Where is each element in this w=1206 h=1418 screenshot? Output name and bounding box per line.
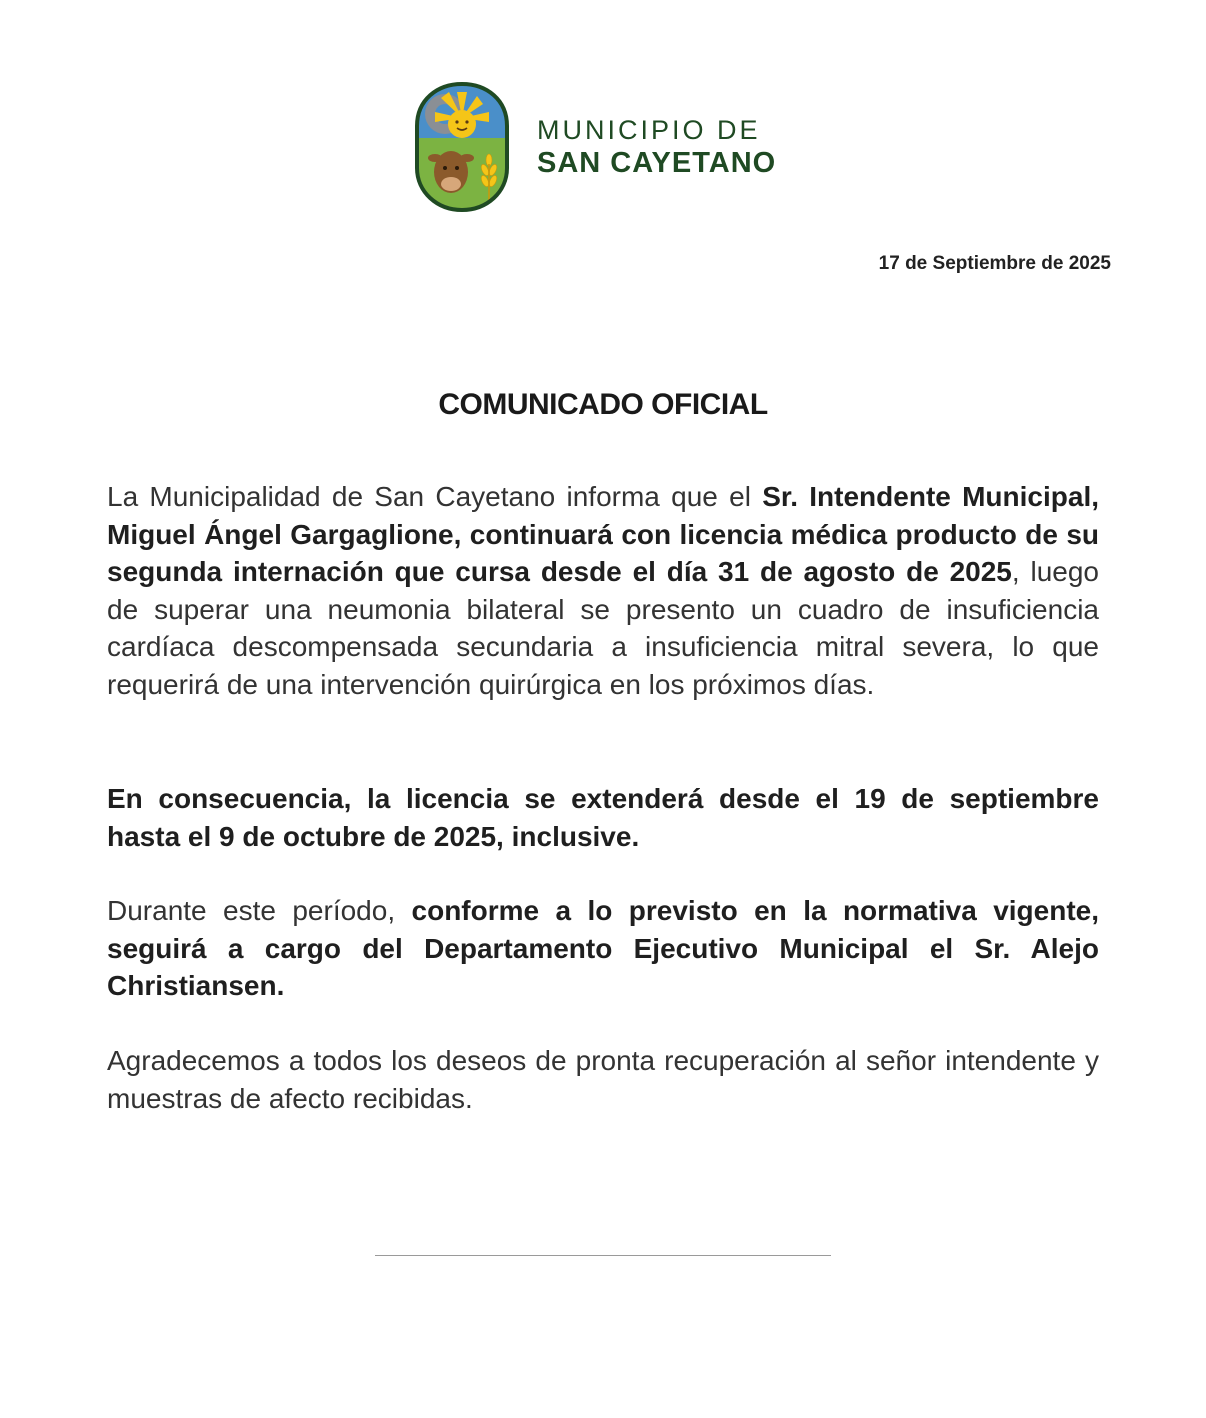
logo-wordmark — [537, 114, 776, 180]
document-date: 17 de Septiembre de 2025 — [878, 253, 1111, 274]
paragraph-text: Durante este período, — [107, 895, 412, 926]
logo-line-san-cayetano: SAN CAYETANO — [537, 147, 777, 179]
footer-divider — [375, 1255, 831, 1256]
paragraph-bold-text: En consecuencia, la licencia se extenderá desde el 19 de septiembre hasta el 9 de octubre de 2025, inclusive. — [107, 783, 1099, 852]
paragraph-license-extension — [107, 780, 1099, 855]
paragraph-text: La Municipalidad de San Cayetano informa que el — [107, 481, 763, 512]
logo-line-municipio: MUNICIPIO DE — [537, 115, 761, 145]
paragraph-acting-mayor — [107, 892, 1099, 1005]
document-title: COMUNICADO OFICIAL — [438, 388, 768, 421]
paragraph-bold-text: conforme a lo previsto en la normativa vigente, seguirá a cargo del Departamento Ejecutivo Municipal el Sr. Alejo Christiansen. — [107, 895, 1099, 1002]
paragraph-text: Agradecemos a todos los deseos de pronta recuperación al señor intendente y muestras de afecto recibidas. — [107, 1045, 1099, 1114]
paragraph-text: , luego de superar una neumonia bilateral se presento un cuadro de insuficiencia cardíaca descompensada secundaria a insuficiencia mitral severa, lo que requerirá de una intervención quirúrgica en los próximos días. — [107, 556, 1100, 700]
municipal-logo — [413, 80, 776, 214]
paragraph-thanks — [107, 1042, 1099, 1117]
paragraph-announcement — [107, 478, 1099, 704]
paragraph-bold-text: Sr. Intendente Municipal, Miguel Ángel Gargaglione, continuará con licencia médica producto de su segunda internación que cursa desde el día 31 de agosto de 2025 — [107, 481, 1099, 588]
municipal-coat-of-arms-icon — [413, 80, 511, 214]
